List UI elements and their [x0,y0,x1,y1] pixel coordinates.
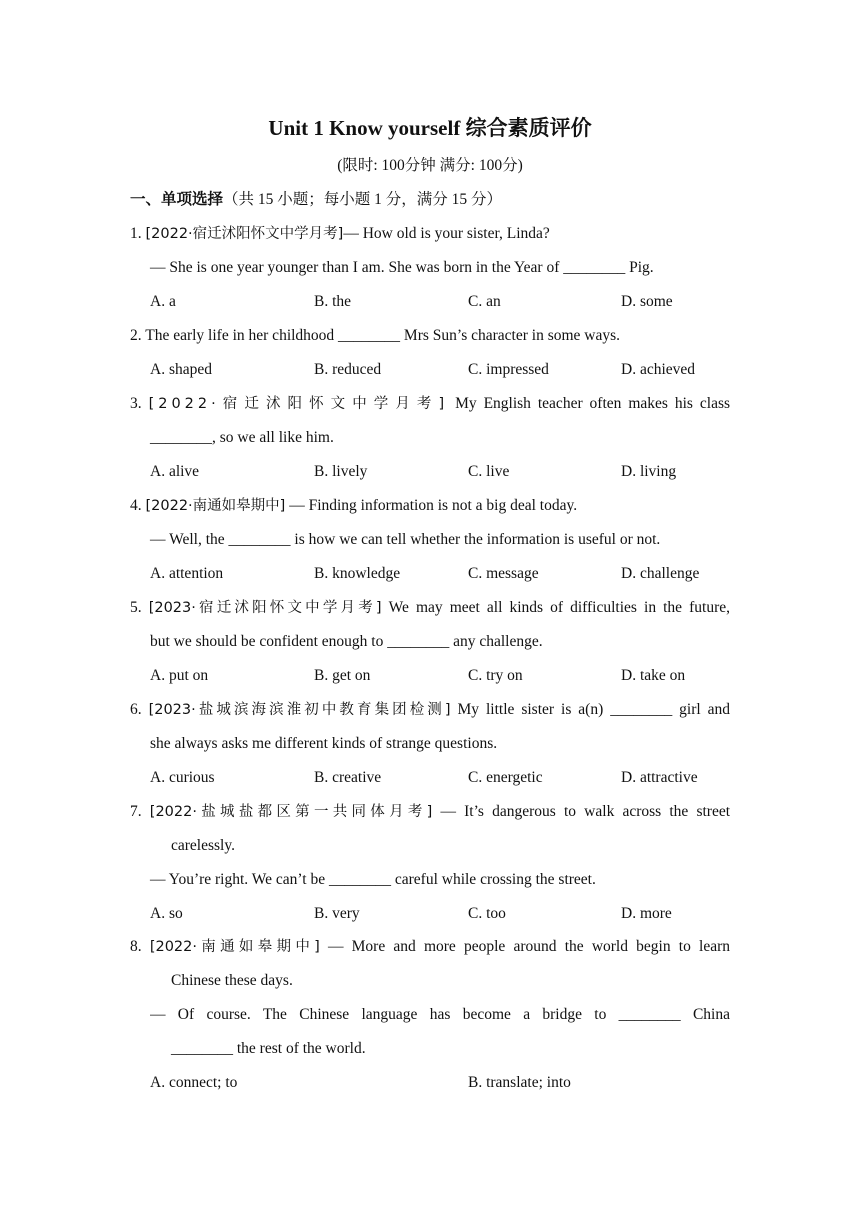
section-note: （共 15 小题；每小题 1 分，满分 15 分） [223,191,503,208]
question-line: — Well, the ________ is how we can tell whether the information is useful or not. [150,531,661,548]
question-line: but we should be confident enough to ________ any challenge. [150,633,543,650]
question-number: 3. [130,395,142,412]
question-line: — She is one year younger than I am. She was born in the Year of ________ Pig. [150,259,654,276]
option-b: B. get on [314,667,371,684]
option-c: C. try on [468,667,523,684]
question-number: 5. [130,599,142,616]
option-a: A. alive [150,463,200,480]
question-text: — Of course. The Chinese language has become a bridge to ________ China [150,1006,730,1023]
option-b: B. lively [314,463,368,480]
option-b: B. translate; into [468,1074,571,1091]
question-source: [2023·盐城滨海滨淮初中教育集团检测] [148,702,451,718]
option-c: C. live [468,463,510,480]
option-a: A. put on [150,667,209,684]
question-3 [130,393,730,415]
question-line: Chinese these days. [171,972,293,989]
question-7 [130,801,730,823]
question-text: — It’s dangerous to walk across the street [440,803,730,820]
page-title: Unit 1 Know yourself 综合素质评价 [268,116,592,140]
question-2 [130,325,620,347]
question-text: My little sister is a(n) ________ girl and [457,701,730,718]
option-d: D. living [621,463,677,480]
option-a: A. shaped [150,361,212,378]
option-a: A. curious [150,769,215,786]
option-d: D. take on [621,667,686,684]
option-c: C. too [468,905,506,922]
option-b: B. knowledge [314,565,401,582]
option-b: B. reduced [314,361,382,378]
question-line: — You’re right. We can’t be ________ careful while crossing the street. [150,871,596,888]
question-6 [130,699,730,721]
option-c: C. energetic [468,769,543,786]
question-line: she always asks me different kinds of strange questions. [150,735,498,752]
question-5 [130,597,730,619]
question-text: — How old is your sister, Linda? [343,225,550,242]
section-label: 一、单项选择 [130,191,224,208]
option-b: B. the [314,293,352,310]
option-b: B. very [314,905,360,922]
option-d: D. attractive [621,769,698,786]
option-d: D. challenge [621,565,700,582]
question-1 [130,223,550,245]
question-number: 7. [130,803,142,820]
question-line: ________, so we all like him. [150,429,334,446]
question-source: [2022·宿迁沭阳怀文中学月考] [148,396,449,412]
question-source: [2022·南通如皋期中] [149,939,320,955]
option-a: A. attention [150,565,224,582]
option-a: A. a [150,293,176,310]
question-number: 1. [130,225,142,242]
question-source: [2022·宿迁沭阳怀文中学月考] [145,226,344,242]
option-d: D. achieved [621,361,696,378]
question-text: My English teacher often makes his class [455,395,730,412]
question-text: We may meet all kinds of difficulties in the future, [388,599,730,616]
option-a: A. connect; to [150,1074,238,1091]
question-8 [130,936,730,958]
question-number: 8. [130,938,142,955]
question-text: — More and more people around the world begin to learn [327,938,730,955]
option-d: D. some [621,293,673,310]
question-number: 2. [130,327,142,344]
section-heading [130,189,502,211]
option-d: D. more [621,905,672,922]
question-4 [130,495,577,517]
question-number: 6. [130,701,142,718]
option-c: C. an [468,293,501,310]
question-number: 4. [130,497,142,514]
question-source: [2022·南通如皋期中] [145,498,286,514]
question-line [150,1004,730,1026]
option-b: B. creative [314,769,382,786]
option-c: C. message [468,565,539,582]
question-source: [2023·宿迁沭阳怀文中学月考] [148,600,382,616]
question-text: The early life in her childhood ________ Mrs Sun’s character in some ways. [145,327,621,344]
question-source: [2022·盐城盐都区第一共同体月考] [149,804,433,820]
question-line: carelessly. [171,837,235,854]
question-line: ________ the rest of the world. [171,1040,366,1057]
option-a: A. so [150,905,183,922]
option-c: C. impressed [468,361,549,378]
page-subtitle: (限时: 100分钟 满分: 100分) [337,157,523,174]
question-text: — Finding information is not a big deal today. [289,497,578,514]
